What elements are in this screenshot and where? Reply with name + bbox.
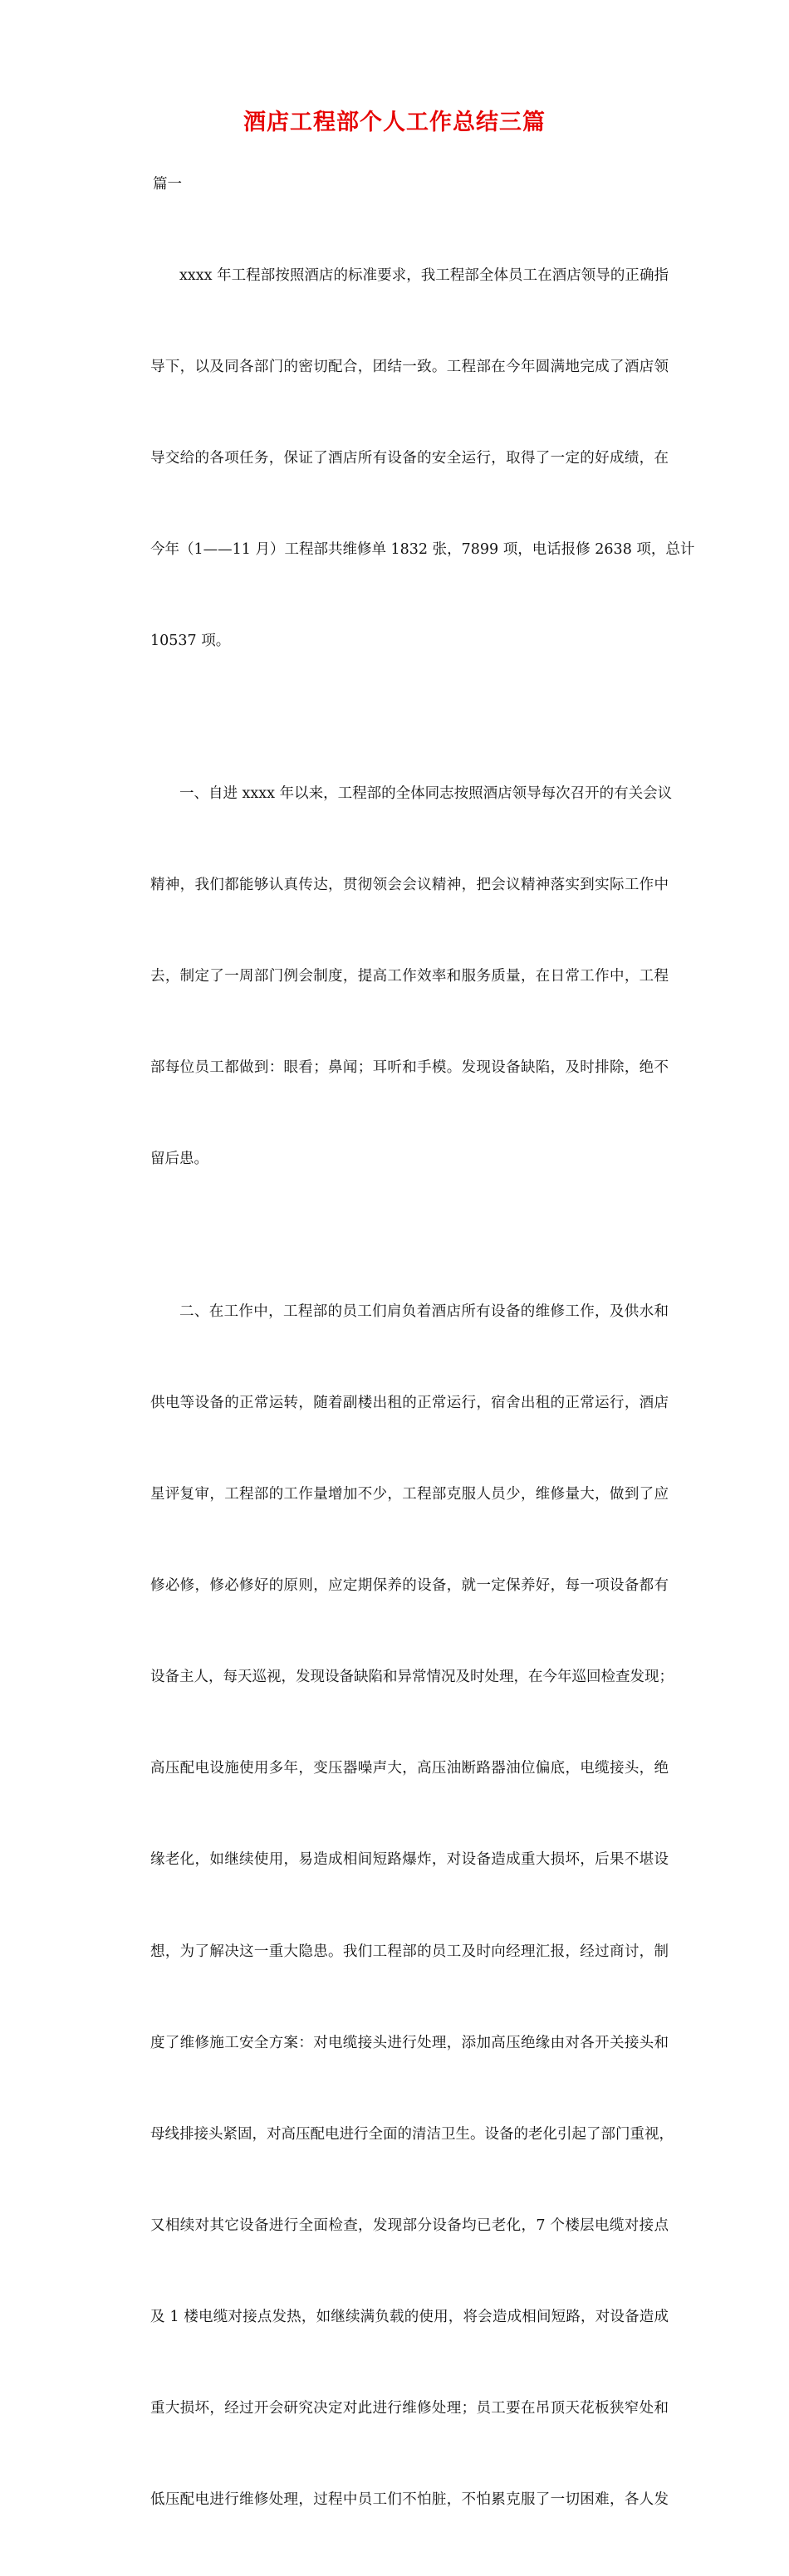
paragraph-3 xyxy=(121,1235,674,2576)
text-line: 设备主人，每天巡视，发现设备缺陷和异常情况及时处理，在今年巡回检查发现； xyxy=(150,1669,674,1686)
text-line: xxxx 年工程部按照酒店的标准要求，我工程部全体员工在酒店领导的正确指 xyxy=(179,267,669,285)
text-line: 缘老化，如继续使用，易造成相间短路爆炸，对设备造成重大损坏，后果不堪设 xyxy=(150,1851,669,1869)
text-line: 低压配电进行维修处理，过程中员工们不怕脏，不怕累克服了一切困难，各人发 xyxy=(150,2491,669,2509)
text-line: 母线排接头紧固，对高压配电进行全面的清洁卫生。设备的老化引起了部门重视， xyxy=(150,2125,674,2143)
text-line: 二、在工作中，工程部的员工们肩负着酒店所有设备的维修工作，及供水和 xyxy=(179,1303,669,1320)
text-line: 10537 项。 xyxy=(150,633,231,650)
text-line: 导下，以及同各部门的密切配合，团结一致。工程部在今年圆满地完成了酒店领 xyxy=(150,359,669,376)
text-line: 及 1 楼电缆对接点发热，如继续满负载的使用，将会造成相间短路，对设备造成 xyxy=(150,2308,669,2325)
paragraph-2 xyxy=(121,718,673,1236)
text-line: 精神，我们都能够认真传达，贯彻领会会议精神，把会议精神落实到实际工作中 xyxy=(150,877,669,894)
text-line: 又相续对其它设备进行全面检查，发现部分设备均已老化，7 个楼层电缆对接点 xyxy=(150,2217,669,2234)
text-line: 高压配电设施使用多年，变压器噪声大，高压油断路器油位偏底，电缆接头，绝 xyxy=(150,1760,669,1777)
text-line: 供电等设备的正常运转，随着副楼出租的正常运行，宿舍出租的正常运行，酒店 xyxy=(150,1394,669,1411)
text-line: 导交给的各项任务，保证了酒店所有设备的安全运行，取得了一定的好成绩，在 xyxy=(150,450,669,467)
text-line: 想，为了解决这一重大隐患。我们工程部的员工及时向经理汇报，经过商讨，制 xyxy=(150,1943,669,1960)
text-line: 留后患。 xyxy=(150,1151,208,1168)
text-line: 部每位员工都做到：眼看；鼻闻；耳听和手模。发现设备缺陷，及时排除，绝不 xyxy=(150,1059,669,1077)
text-line: 修必修，修必修好的原则，应定期保养的设备，就一定保养好，每一项设备都有 xyxy=(150,1577,669,1595)
section-label: 篇一 xyxy=(153,176,182,193)
text-line: 星评复审，工程部的工作量增加不少，工程部克服人员少，维修量大，做到了应 xyxy=(150,1486,669,1503)
paragraph-1 xyxy=(121,200,695,718)
document-body xyxy=(121,169,695,2576)
text-line: 重大损坏，经过开会研究决定对此进行维修处理；员工要在吊顶天花板狭窄处和 xyxy=(150,2399,669,2417)
text-line: 一、自进 xxxx 年以来，工程部的全体同志按照酒店领导每次召开的有关会议 xyxy=(179,785,673,802)
text-line: 今年（1——11 月）工程部共维修单 1832 张，7899 项，电话报修 2638 项，总计 xyxy=(150,541,695,559)
text-line: 去，制定了一周部门例会制度，提高工作效率和服务质量，在日常工作中，工程 xyxy=(150,968,669,985)
text-line: 度了维修施工安全方案：对电缆接头进行处理，添加高压绝缘由对各开关接头和 xyxy=(150,2034,669,2051)
document-title: 酒店工程部个人工作总结三篇 xyxy=(243,110,546,135)
